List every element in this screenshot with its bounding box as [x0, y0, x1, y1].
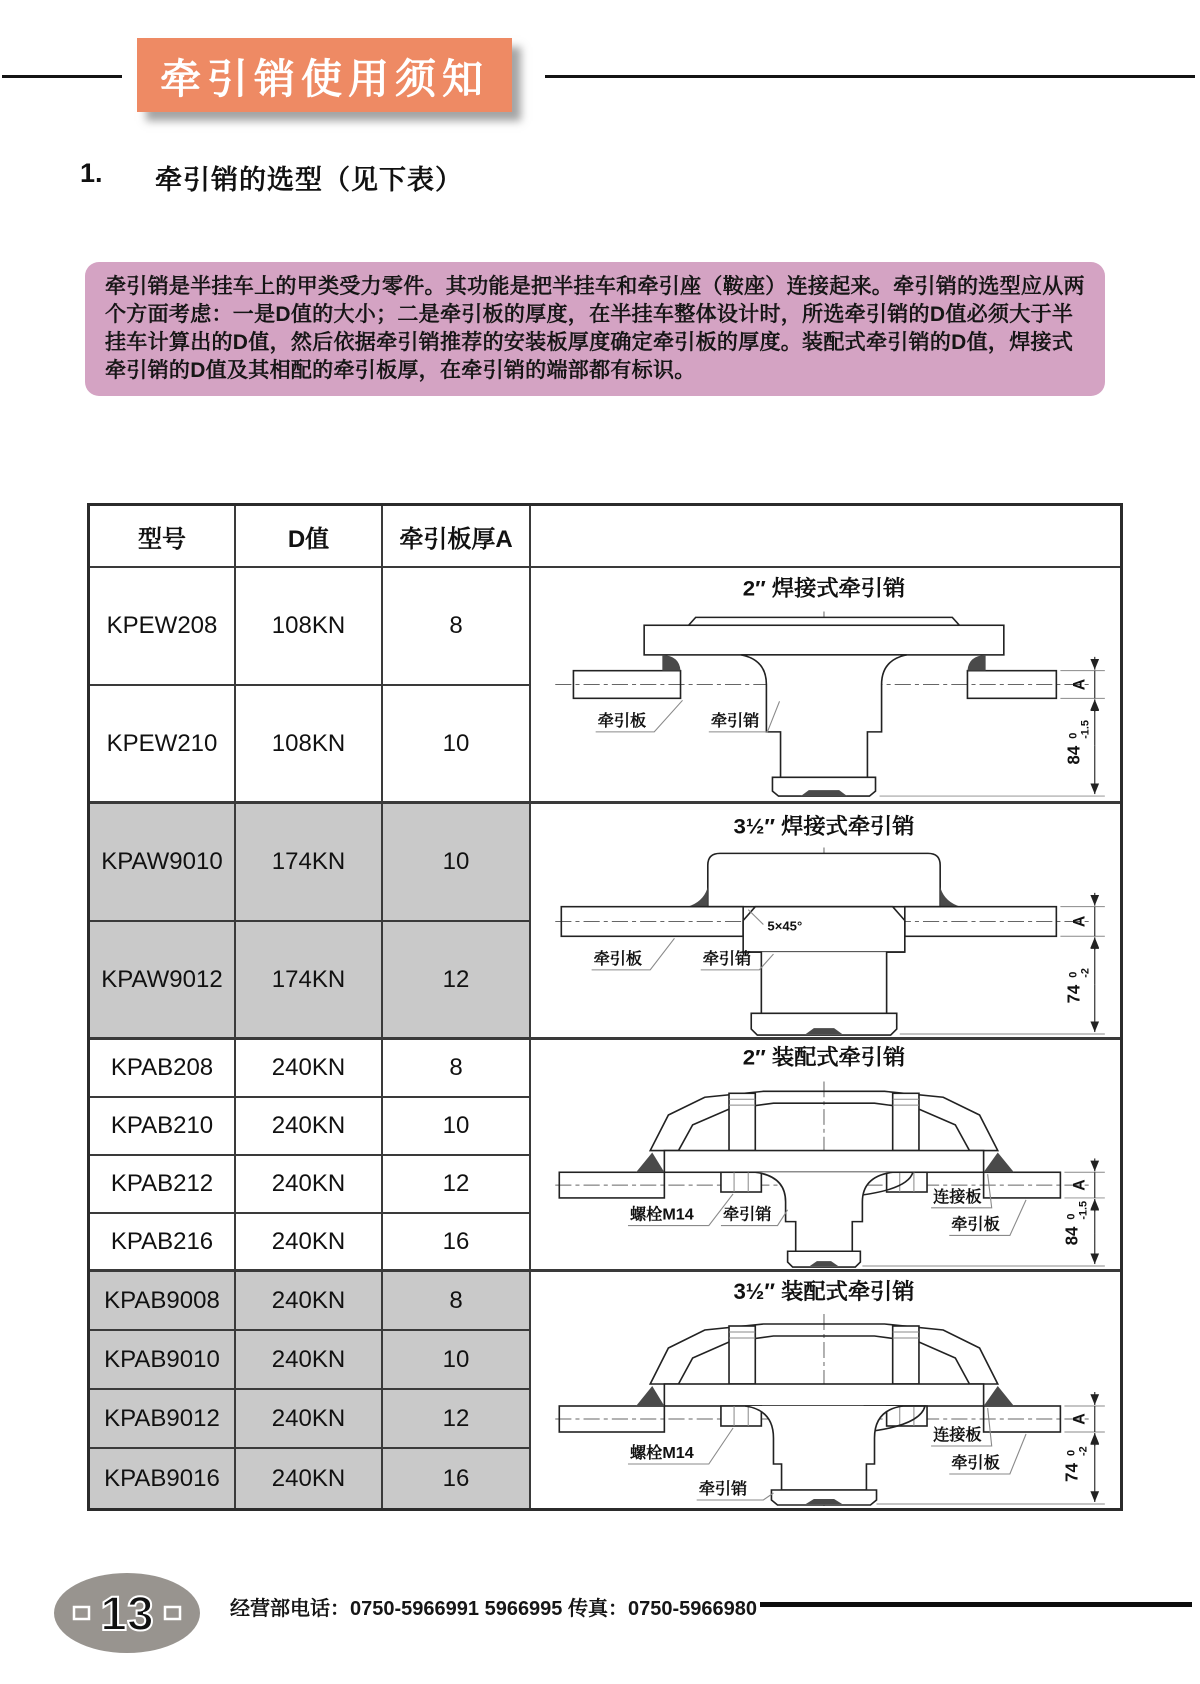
- selection-table: [87, 503, 1123, 1511]
- table-cell-model: KPAB9012: [90, 1390, 236, 1449]
- pin-top-plate: [689, 617, 960, 625]
- bolt-left: [729, 1326, 755, 1384]
- table-cell-model: KPAW9012: [90, 922, 236, 1040]
- part-label-kingpin: 牵引销: [702, 951, 752, 968]
- diagram-2in-welded-pin: [531, 568, 1120, 804]
- weld-bead-right: [984, 1153, 1014, 1173]
- col-header-plate-thickness: 牵引板厚A: [383, 506, 531, 568]
- dim-tolerance-upper: 0: [1065, 1213, 1078, 1220]
- dim-label-main: 84: [1062, 1226, 1082, 1246]
- pin-body: [755, 1172, 892, 1251]
- table-cell-d-value: 174KN: [236, 922, 383, 1040]
- pin-bottom-notch: [801, 790, 847, 796]
- table-cell-thickness: 10: [383, 804, 531, 922]
- dim-label-a: A: [1071, 1179, 1089, 1191]
- table-cell-model: KPAB9016: [90, 1449, 236, 1508]
- weld-bead-right: [984, 1386, 1014, 1406]
- table-cell-d-value: 240KN: [236, 1449, 383, 1508]
- dim-tolerance-lower: -1.5: [1077, 1200, 1090, 1220]
- table-cell-thickness: 16: [383, 1214, 531, 1272]
- table-cell-d-value: 240KN: [236, 1331, 383, 1390]
- weld-bead-left: [636, 1386, 664, 1406]
- bolt-left: [729, 1093, 755, 1150]
- dim-tolerance-upper: 0: [1067, 971, 1080, 978]
- part-label-bolt: 螺栓M14: [630, 1444, 694, 1462]
- col-header-model: 型号: [90, 506, 236, 568]
- table-cell-model: KPAB9010: [90, 1331, 236, 1390]
- connecting-plate: [664, 1151, 983, 1173]
- page-number: 13: [100, 1588, 154, 1641]
- table-cell-thickness: 12: [383, 1156, 531, 1214]
- table-cell-thickness: 12: [383, 922, 531, 1040]
- pin-head-block: [708, 853, 940, 906]
- part-label-bolt: 螺栓M14: [630, 1206, 694, 1224]
- header-rule-left: [2, 75, 122, 78]
- weld-bead-left: [662, 655, 680, 671]
- part-label-traction-plate: 牵引板: [951, 1454, 1000, 1472]
- bolt-right: [893, 1093, 919, 1150]
- table-cell-d-value: 240KN: [236, 1214, 383, 1272]
- table-cell-thickness: 8: [383, 1040, 531, 1098]
- table-cell-thickness: 8: [383, 568, 531, 686]
- part-label-kingpin: 牵引销: [710, 713, 760, 730]
- table-cell-d-value: 174KN: [236, 804, 383, 922]
- weld-bead-right: [940, 887, 960, 907]
- table-cell-model: KPAW9010: [90, 804, 236, 922]
- part-label-kingpin: 牵引销: [722, 1206, 772, 1224]
- table-cell-thickness: 10: [383, 686, 531, 804]
- table-cell-thickness: 10: [383, 1098, 531, 1156]
- dim-label-main: 74: [1064, 984, 1084, 1004]
- table-cell-model: KPAB208: [90, 1040, 236, 1098]
- dim-label-main: 74: [1062, 1463, 1082, 1482]
- bolt-head-right: [887, 1172, 927, 1192]
- dim-label-a: A: [1071, 915, 1089, 928]
- table-cell-thickness: 12: [383, 1390, 531, 1449]
- diagram-title: 3½″ 焊接式牵引销: [733, 813, 915, 839]
- page-number-badge: [52, 1572, 202, 1654]
- diagram-title: 3½″ 装配式牵引销: [733, 1279, 915, 1304]
- table-cell-model: KPEW210: [90, 686, 236, 804]
- table-cell-thickness: 16: [383, 1449, 531, 1508]
- dim-label-a: A: [1071, 678, 1089, 691]
- table-cell-d-value: 240KN: [236, 1040, 383, 1098]
- diagram-title: 2″ 装配式牵引销: [742, 1044, 906, 1070]
- dim-label-a: A: [1070, 1413, 1089, 1425]
- pin-body: [741, 655, 907, 777]
- table-cell-model: KPAB210: [90, 1098, 236, 1156]
- contact-info: 经营部电话：0750-5966991 5966995 传真：0750-5966980: [230, 1598, 758, 1620]
- part-label-traction-plate: 牵引板: [597, 713, 647, 730]
- table-cell-model: KPAB9008: [90, 1272, 236, 1331]
- diagram-2in-assembled-pin: [531, 1040, 1120, 1272]
- table-cell-d-value: 108KN: [236, 686, 383, 804]
- table-cell-thickness: 8: [383, 1272, 531, 1331]
- part-label-connecting-plate: 连接板: [933, 1189, 982, 1206]
- dim-tolerance-lower: -1.5: [1079, 720, 1092, 739]
- dim-tolerance-lower: -2: [1077, 1446, 1090, 1456]
- diagram-3half-assembled-pin: [531, 1272, 1120, 1508]
- intro-paragraph: 牵引销是半挂车上的甲类受力零件。其功能是把半挂车和牵引座（鞍座）连接起来。牵引销的选型应从两个方面考虑：一是D值的大小；二是牵引板的厚度，在半挂车整体设计时，所选牵引销的D值必须大于半挂车计算出的D值，然后依据牵引销推荐的安装板厚度确定牵引板的厚度。装配式牵引销的D值，焊接式牵引销的D值及其相配的牵引板厚，在牵引销的端部都有标识。: [85, 262, 1105, 396]
- dim-tolerance-lower: -2: [1079, 968, 1092, 978]
- connecting-plate: [664, 1384, 983, 1406]
- dim-tolerance-upper: 0: [1065, 1449, 1078, 1456]
- chamfer-label: 5×45°: [767, 918, 803, 934]
- dim-tolerance-upper: 0: [1067, 732, 1080, 739]
- section-number: 1.: [80, 158, 103, 188]
- dim-label-main: 84: [1064, 745, 1084, 765]
- page-title: 牵引销使用须知: [160, 55, 489, 102]
- weld-bead-left: [688, 887, 708, 907]
- bolt-right: [893, 1326, 919, 1384]
- section-title: 牵引销的选型（见下表）: [155, 165, 463, 195]
- footer-rule: [760, 1602, 1192, 1607]
- part-label-traction-plate: 牵引板: [593, 951, 643, 968]
- bolt-head-left: [721, 1172, 761, 1192]
- part-label-connecting-plate: 连接板: [933, 1426, 982, 1444]
- part-label-traction-plate: 牵引板: [951, 1216, 1000, 1234]
- weld-bead-left: [636, 1153, 664, 1173]
- table-cell-model: KPEW208: [90, 568, 236, 686]
- page-title-banner: [137, 38, 512, 112]
- pin-flange: [644, 625, 1004, 655]
- col-header-d-value: D值: [236, 506, 383, 568]
- table-cell-thickness: 10: [383, 1331, 531, 1390]
- header-rule-right: [545, 75, 1195, 78]
- diagram-3half-welded-pin: [531, 804, 1120, 1040]
- table-cell-d-value: 240KN: [236, 1390, 383, 1449]
- col-header-diagram: [531, 506, 1120, 568]
- diagram-title: 2″ 焊接式牵引销: [742, 575, 906, 601]
- part-label-kingpin: 牵引销: [698, 1480, 748, 1498]
- table-cell-d-value: 240KN: [236, 1272, 383, 1331]
- table-cell-d-value: 240KN: [236, 1156, 383, 1214]
- table-cell-d-value: 108KN: [236, 568, 383, 686]
- table-cell-model: KPAB216: [90, 1214, 236, 1272]
- table-cell-model: KPAB212: [90, 1156, 236, 1214]
- weld-bead-right: [967, 655, 985, 671]
- table-cell-d-value: 240KN: [236, 1098, 383, 1156]
- pin-body: [745, 1406, 903, 1490]
